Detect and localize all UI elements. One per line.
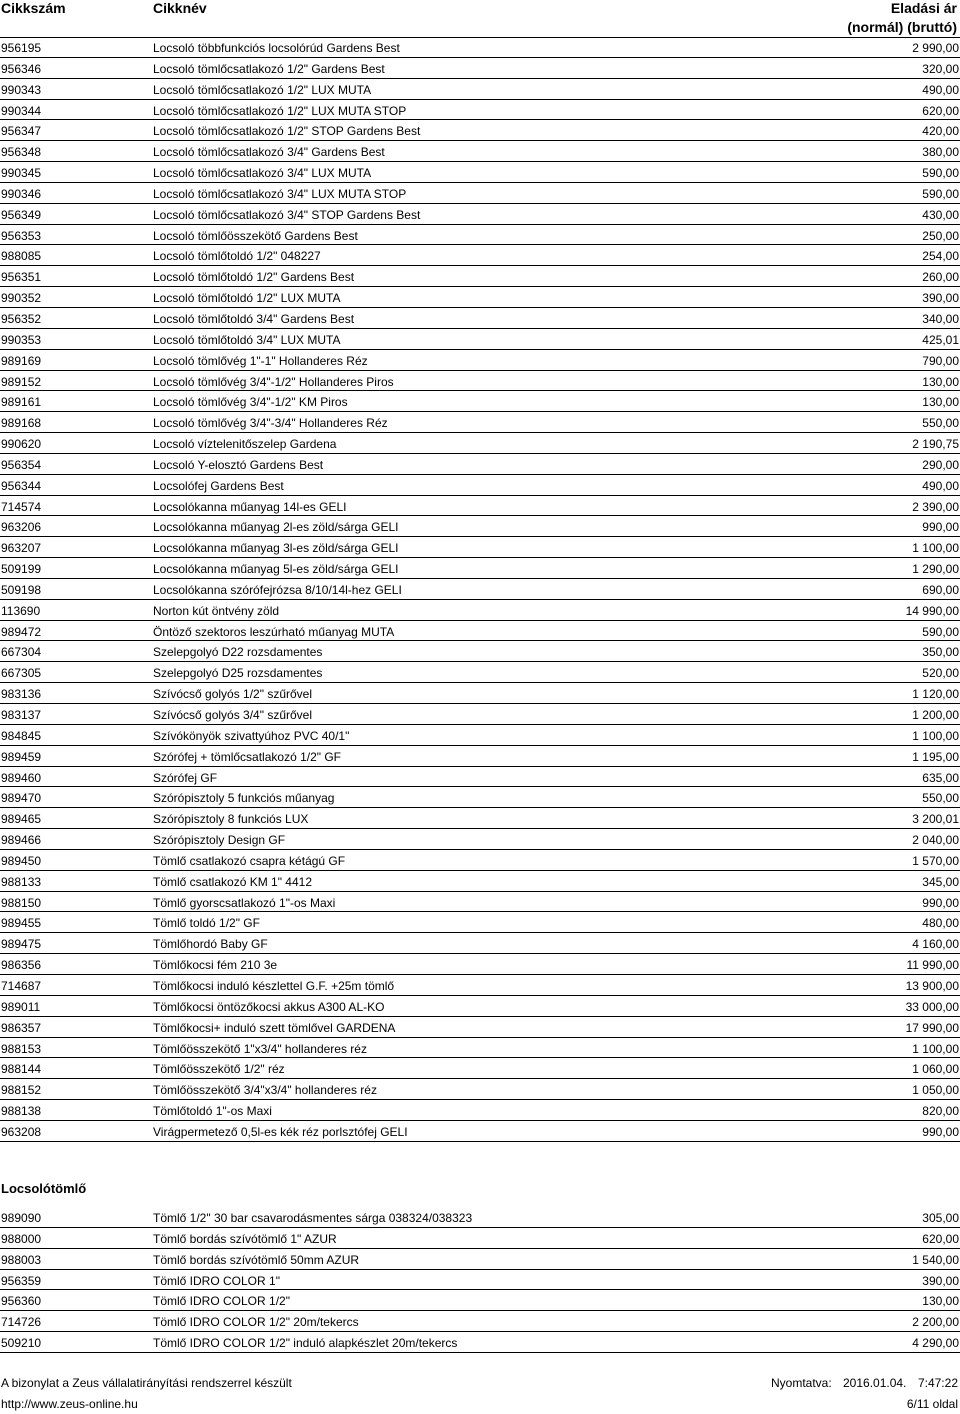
item-code: 990345 — [1, 166, 42, 181]
item-name: Tömlőkocsi+ induló szett tömlővel GARDENA — [153, 1020, 396, 1035]
table-row — [0, 787, 960, 808]
item-code: 990346 — [1, 186, 42, 201]
table-row — [0, 162, 960, 183]
item-name: Tömlőkocsi induló készlettel G.F. +25m tömlő — [153, 978, 395, 993]
item-code: 963206 — [1, 520, 42, 535]
item-price: 14 990,00 — [905, 603, 959, 618]
item-price: 2 040,00 — [912, 833, 959, 848]
item-name: Locsoló tömlőösszekötő Gardens Best — [153, 228, 358, 243]
item-code: 956354 — [1, 457, 42, 472]
item-code: 989090 — [1, 1211, 42, 1225]
table-row — [0, 725, 960, 746]
item-price: 990,00 — [922, 1124, 959, 1139]
table-row — [0, 996, 960, 1017]
item-code: 989465 — [1, 812, 42, 827]
item-code: 988003 — [1, 1252, 42, 1267]
item-price: 990,00 — [922, 895, 959, 910]
item-code: 989475 — [1, 937, 42, 952]
item-name: Locsoló tömlőtoldó 1/2" 048227 — [153, 249, 321, 264]
column-header-name: Cikknév — [153, 0, 207, 16]
item-code: 988150 — [1, 895, 42, 910]
table-row — [0, 600, 960, 621]
item-code: 509199 — [1, 562, 42, 577]
item-code: 956348 — [1, 145, 42, 160]
item-price: 550,00 — [922, 791, 959, 806]
table-row — [0, 350, 960, 371]
item-name: Szórófej + tömlőcsatlakozó 1/2" GF — [153, 749, 342, 764]
item-price: 130,00 — [922, 395, 959, 410]
item-name: Öntöző szektoros leszúrható műanyag MUTA — [153, 624, 395, 639]
item-code: 956347 — [1, 124, 42, 139]
item-code: 989455 — [1, 916, 42, 931]
item-price: 590,00 — [922, 624, 959, 639]
item-price: 250,00 — [922, 228, 959, 243]
item-price: 490,00 — [922, 478, 959, 493]
item-code: 956352 — [1, 311, 42, 326]
table-row — [0, 975, 960, 996]
table-row — [0, 433, 960, 454]
item-price: 590,00 — [922, 166, 959, 181]
item-price: 1 120,00 — [912, 687, 959, 702]
item-code: 956344 — [1, 478, 42, 493]
table-row — [0, 829, 960, 850]
item-price: 290,00 — [922, 457, 959, 472]
item-name: Locsoló tömlővég 1"-1" Hollanderes Réz — [153, 353, 368, 368]
item-name: Tömlő IDRO COLOR 1/2" — [153, 1294, 290, 1309]
table-row — [0, 266, 960, 287]
item-price: 1 540,00 — [912, 1252, 959, 1267]
table-row — [0, 1079, 960, 1100]
item-code: 988152 — [1, 1083, 42, 1098]
product-table — [0, 37, 960, 1142]
table-row — [0, 1207, 960, 1228]
item-name: Tömlő IDRO COLOR 1" — [153, 1273, 280, 1288]
item-code: 988133 — [1, 874, 42, 889]
column-header-price: Eladási ár — [890, 0, 957, 16]
item-price: 2 990,00 — [912, 41, 959, 55]
item-price: 1 100,00 — [912, 1041, 959, 1056]
table-row — [0, 225, 960, 246]
item-name: Norton kút öntvény zöld — [153, 603, 280, 618]
item-price: 33 000,00 — [905, 999, 959, 1014]
item-price: 2 200,00 — [912, 1315, 959, 1330]
item-code: 509210 — [1, 1336, 42, 1351]
item-price: 380,00 — [922, 145, 959, 160]
item-price: 13 900,00 — [905, 978, 959, 993]
table-row — [0, 1311, 960, 1332]
footer-printed-label: Nyomtatva: — [771, 1376, 832, 1390]
table-row — [0, 1121, 960, 1142]
table-row — [0, 454, 960, 475]
item-code: 956351 — [1, 270, 42, 285]
item-code: 956349 — [1, 207, 42, 222]
item-code: 986357 — [1, 1020, 42, 1035]
table-row — [0, 308, 960, 329]
item-price: 990,00 — [922, 520, 959, 535]
item-price: 820,00 — [922, 1104, 959, 1119]
footer-page-number: 6/11 oldal — [906, 1397, 958, 1411]
item-name: Szórópisztoly Design GF — [153, 833, 286, 848]
item-name: Tömlő csatlakozó csapra kétágú GF — [153, 853, 346, 868]
item-code: 988144 — [1, 1062, 42, 1077]
table-row — [0, 808, 960, 829]
item-price: 3 200,01 — [912, 812, 959, 827]
item-name: Locsoló tömlőtoldó 3/4" LUX MUTA — [153, 332, 341, 347]
table-row — [0, 204, 960, 225]
table-row — [0, 621, 960, 642]
item-price: 2 390,00 — [912, 499, 959, 514]
table-row — [0, 1100, 960, 1121]
item-code: 956195 — [1, 41, 42, 55]
item-code: 989466 — [1, 833, 42, 848]
item-name: Locsoló tömlővég 3/4"-1/2" Hollanderes Piros — [153, 374, 394, 389]
table-row — [0, 662, 960, 683]
table-row — [0, 412, 960, 433]
item-price: 350,00 — [922, 645, 959, 660]
item-name: Locsoló tömlőcsatlakozó 1/2" Gardens Best — [153, 61, 385, 76]
item-name: Szívókönyök szivattyúhoz PVC 40/1" — [153, 728, 350, 743]
item-name: Locsoló tömlőcsatlakozó 1/2" LUX MUTA STOP — [153, 103, 407, 118]
table-row — [0, 100, 960, 121]
item-name: Locsoló tömlőcsatlakozó 1/2" LUX MUTA — [153, 82, 372, 97]
item-price: 1 570,00 — [912, 853, 959, 868]
item-name: Locsolókanna műanyag 5l-es zöld/sárga GELI — [153, 562, 399, 577]
table-row — [0, 892, 960, 913]
item-price: 1 050,00 — [912, 1083, 959, 1098]
item-name: Locsoló tömlővég 3/4"-3/4" Hollanderes Réz — [153, 416, 388, 431]
table-row — [0, 767, 960, 788]
item-name: Tömlő csatlakozó KM 1" 4412 — [153, 874, 312, 889]
item-price: 11 990,00 — [906, 958, 959, 973]
item-name: Tömlő IDRO COLOR 1/2" 20m/tekercs — [153, 1315, 359, 1330]
item-name: Locsolókanna műanyag 2l-es zöld/sárga GELI — [153, 520, 399, 535]
item-name: Locsolókanna szórófejrózsa 8/10/14l-hez GELI — [153, 582, 402, 597]
footer-url[interactable]: http://www.zeus-online.hu — [1, 1397, 138, 1411]
table-row — [0, 558, 960, 579]
item-name: Locsoló víztelenitőszelep Gardena — [153, 437, 337, 452]
item-code: 990620 — [1, 437, 42, 452]
item-code: 714687 — [1, 978, 42, 993]
item-price: 480,00 — [922, 916, 959, 931]
table-header — [0, 0, 960, 38]
table-row — [0, 683, 960, 704]
item-code: 989152 — [1, 374, 42, 389]
item-price: 1 060,00 — [912, 1062, 959, 1077]
item-code: 983137 — [1, 708, 42, 722]
item-name: Locsoló tömlőtoldó 1/2" Gardens Best — [153, 270, 355, 285]
item-code: 509198 — [1, 582, 42, 597]
item-price: 305,00 — [922, 1211, 959, 1225]
item-code: 983136 — [1, 687, 42, 702]
item-name: Szórópisztoly 8 funkciós LUX — [153, 812, 309, 827]
table-row — [0, 79, 960, 100]
item-price: 790,00 — [922, 353, 959, 368]
item-name: Szívócső golyós 3/4" szűrővel — [153, 708, 312, 722]
item-code: 988138 — [1, 1104, 42, 1119]
item-code: 956359 — [1, 1273, 42, 1288]
item-code: 714574 — [1, 499, 42, 514]
item-name: Szívócső golyós 1/2" szűrővel — [153, 687, 312, 702]
item-code: 984845 — [1, 728, 42, 743]
item-price: 590,00 — [922, 186, 959, 201]
section-title: Locsolótömlő — [1, 1181, 87, 1196]
table-row — [0, 1038, 960, 1059]
item-name: Tömlőkocsi öntözőkocsi akkus A300 AL-KO — [153, 999, 385, 1014]
item-code: 667305 — [1, 666, 42, 681]
item-price: 345,00 — [922, 874, 959, 889]
table-row — [0, 1228, 960, 1249]
item-name: Szórófej GF — [153, 770, 218, 785]
item-price: 130,00 — [922, 374, 959, 389]
item-code: 113690 — [1, 603, 41, 618]
item-price: 390,00 — [922, 291, 959, 306]
item-code: 988153 — [1, 1041, 42, 1056]
footer-made-by: A bizonylat a Zeus vállalatirányítási rendszerrel készült — [1, 1376, 292, 1390]
table-row — [0, 1332, 960, 1353]
item-name: Szelepgolyó D25 rozsdamentes — [153, 666, 323, 681]
table-row — [0, 850, 960, 871]
item-name: Locsoló tömlőtoldó 1/2" LUX MUTA — [153, 291, 341, 306]
item-code: 989460 — [1, 770, 42, 785]
item-code: 989161 — [1, 395, 42, 410]
item-name: Locsoló többfunkciós locsolórúd Gardens Best — [153, 41, 400, 55]
table-row — [0, 120, 960, 141]
table-row — [0, 1290, 960, 1311]
item-price: 430,00 — [922, 207, 959, 222]
item-code: 990352 — [1, 291, 42, 306]
table-row — [0, 58, 960, 79]
item-code: 988000 — [1, 1231, 42, 1246]
item-price: 260,00 — [922, 270, 959, 285]
item-name: Locsoló tömlőcsatlakozó 3/4" STOP Gardens Best — [153, 207, 421, 222]
table-row — [0, 871, 960, 892]
item-code: 989168 — [1, 416, 42, 431]
item-name: Tömlő gyorscsatlakozó 1"-os Maxi — [153, 895, 336, 910]
item-code: 990343 — [1, 82, 42, 97]
item-price: 550,00 — [922, 416, 959, 431]
item-price: 620,00 — [922, 1231, 959, 1246]
item-code: 667304 — [1, 645, 42, 660]
table-row — [0, 954, 960, 975]
table-row — [0, 183, 960, 204]
table-row — [0, 933, 960, 954]
item-code: 986356 — [1, 958, 42, 973]
item-name: Locsolókanna műanyag 3l-es zöld/sárga GELI — [153, 541, 399, 556]
item-code: 989169 — [1, 353, 42, 368]
table-row — [0, 1270, 960, 1291]
item-price: 690,00 — [922, 582, 959, 597]
item-code: 989450 — [1, 853, 42, 868]
item-name: Tömlő 1/2" 30 bar csavarodásmentes sárga 038324/038323 — [153, 1211, 473, 1225]
item-price: 4 160,00 — [912, 937, 959, 952]
table-row — [0, 391, 960, 412]
table-row — [0, 475, 960, 496]
table-row — [0, 641, 960, 662]
table-row — [0, 371, 960, 392]
table-row — [0, 1017, 960, 1038]
table-row — [0, 329, 960, 350]
item-price: 520,00 — [922, 666, 959, 681]
item-price: 130,00 — [922, 1294, 959, 1309]
item-price: 254,00 — [922, 249, 959, 264]
item-price: 490,00 — [922, 82, 959, 97]
table-row — [0, 704, 960, 725]
table-row — [0, 1249, 960, 1270]
item-price: 1 100,00 — [912, 728, 959, 743]
item-code: 963207 — [1, 541, 42, 556]
column-header-price-sub: (normál) (bruttó) — [847, 19, 957, 35]
item-price: 1 100,00 — [912, 541, 959, 556]
item-name: Locsoló tömlőtoldó 3/4" Gardens Best — [153, 311, 355, 326]
table-row — [0, 579, 960, 600]
item-name: Locsoló tömlőcsatlakozó 1/2" STOP Gardens Best — [153, 124, 421, 139]
item-name: Tömlő bordás szívótömlő 50mm AZUR — [153, 1252, 360, 1267]
item-name: Locsoló Y-elosztó Gardens Best — [153, 457, 324, 472]
table-row — [0, 1058, 960, 1079]
item-name: Locsoló tömlővég 3/4"-1/2" KM Piros — [153, 395, 348, 410]
item-code: 988085 — [1, 249, 42, 264]
item-price: 4 290,00 — [912, 1336, 959, 1351]
item-price: 420,00 — [922, 124, 959, 139]
table-row — [0, 37, 960, 58]
table-row — [0, 496, 960, 517]
item-code: 990353 — [1, 332, 42, 347]
item-code: 990344 — [1, 103, 42, 118]
item-price: 425,01 — [922, 332, 959, 347]
item-name: Locsoló tömlőcsatlakozó 3/4" Gardens Best — [153, 145, 385, 160]
item-code: 956353 — [1, 228, 42, 243]
item-code: 956346 — [1, 61, 42, 76]
item-price: 1 200,00 — [912, 708, 959, 722]
item-code: 956360 — [1, 1294, 42, 1309]
item-name: Szelepgolyó D22 rozsdamentes — [153, 645, 323, 660]
item-code: 989011 — [1, 999, 41, 1014]
item-name: Locsoló tömlőcsatlakozó 3/4" LUX MUTA — [153, 166, 372, 181]
table-row — [0, 912, 960, 933]
item-price: 1 290,00 — [912, 562, 959, 577]
item-code: 714726 — [1, 1315, 42, 1330]
table-row — [0, 287, 960, 308]
item-price: 635,00 — [922, 770, 959, 785]
item-price: 340,00 — [922, 311, 959, 326]
item-code: 989472 — [1, 624, 42, 639]
item-name: Tömlőösszekötő 3/4"x3/4" hollanderes réz — [153, 1083, 377, 1098]
table-row — [0, 141, 960, 162]
item-price: 320,00 — [922, 61, 959, 76]
column-header-code: Cikkszám — [1, 0, 66, 16]
item-code: 963208 — [1, 1124, 42, 1139]
table-row — [0, 746, 960, 767]
item-name: Locsolófej Gardens Best — [153, 478, 284, 493]
item-name: Szórópisztoly 5 funkciós műanyag — [153, 791, 335, 806]
item-name: Tömlőhordó Baby GF — [153, 937, 268, 952]
item-name: Locsoló tömlőcsatlakozó 3/4" LUX MUTA STOP — [153, 186, 407, 201]
item-name: Tömlő IDRO COLOR 1/2" induló alapkészlet 20m/tekercs — [153, 1336, 458, 1351]
hose-table — [0, 1207, 960, 1353]
item-price: 390,00 — [922, 1273, 959, 1288]
item-code: 989470 — [1, 791, 42, 806]
item-name: Locsolókanna műanyag 14l-es GELI — [153, 499, 347, 514]
item-code: 989459 — [1, 749, 42, 764]
item-name: Tömlőtoldó 1"-os Maxi — [153, 1104, 272, 1119]
item-price: 1 195,00 — [912, 749, 959, 764]
item-price: 620,00 — [922, 103, 959, 118]
footer-printed-date: 2016.01.04. — [843, 1376, 907, 1390]
item-name: Tömlő toldó 1/2" GF — [153, 916, 260, 931]
item-name: Tömlőösszekötő 1/2" réz — [153, 1062, 285, 1077]
table-row — [0, 537, 960, 558]
item-name: Virágpermetező 0,5l-es kék réz porlsztófej GELI — [153, 1124, 408, 1139]
table-row — [0, 516, 960, 537]
item-name: Tömlő bordás szívótömlő 1" AZUR — [153, 1231, 337, 1246]
item-price: 17 990,00 — [905, 1020, 959, 1035]
item-price: 2 190,75 — [912, 437, 959, 452]
table-row — [0, 245, 960, 266]
item-name: Tömlőösszekötő 1"x3/4" hollanderes réz — [153, 1041, 367, 1056]
item-name: Tömlőkocsi fém 210 3e — [153, 958, 278, 973]
footer-printed-time: 7:47:22 — [917, 1376, 958, 1390]
